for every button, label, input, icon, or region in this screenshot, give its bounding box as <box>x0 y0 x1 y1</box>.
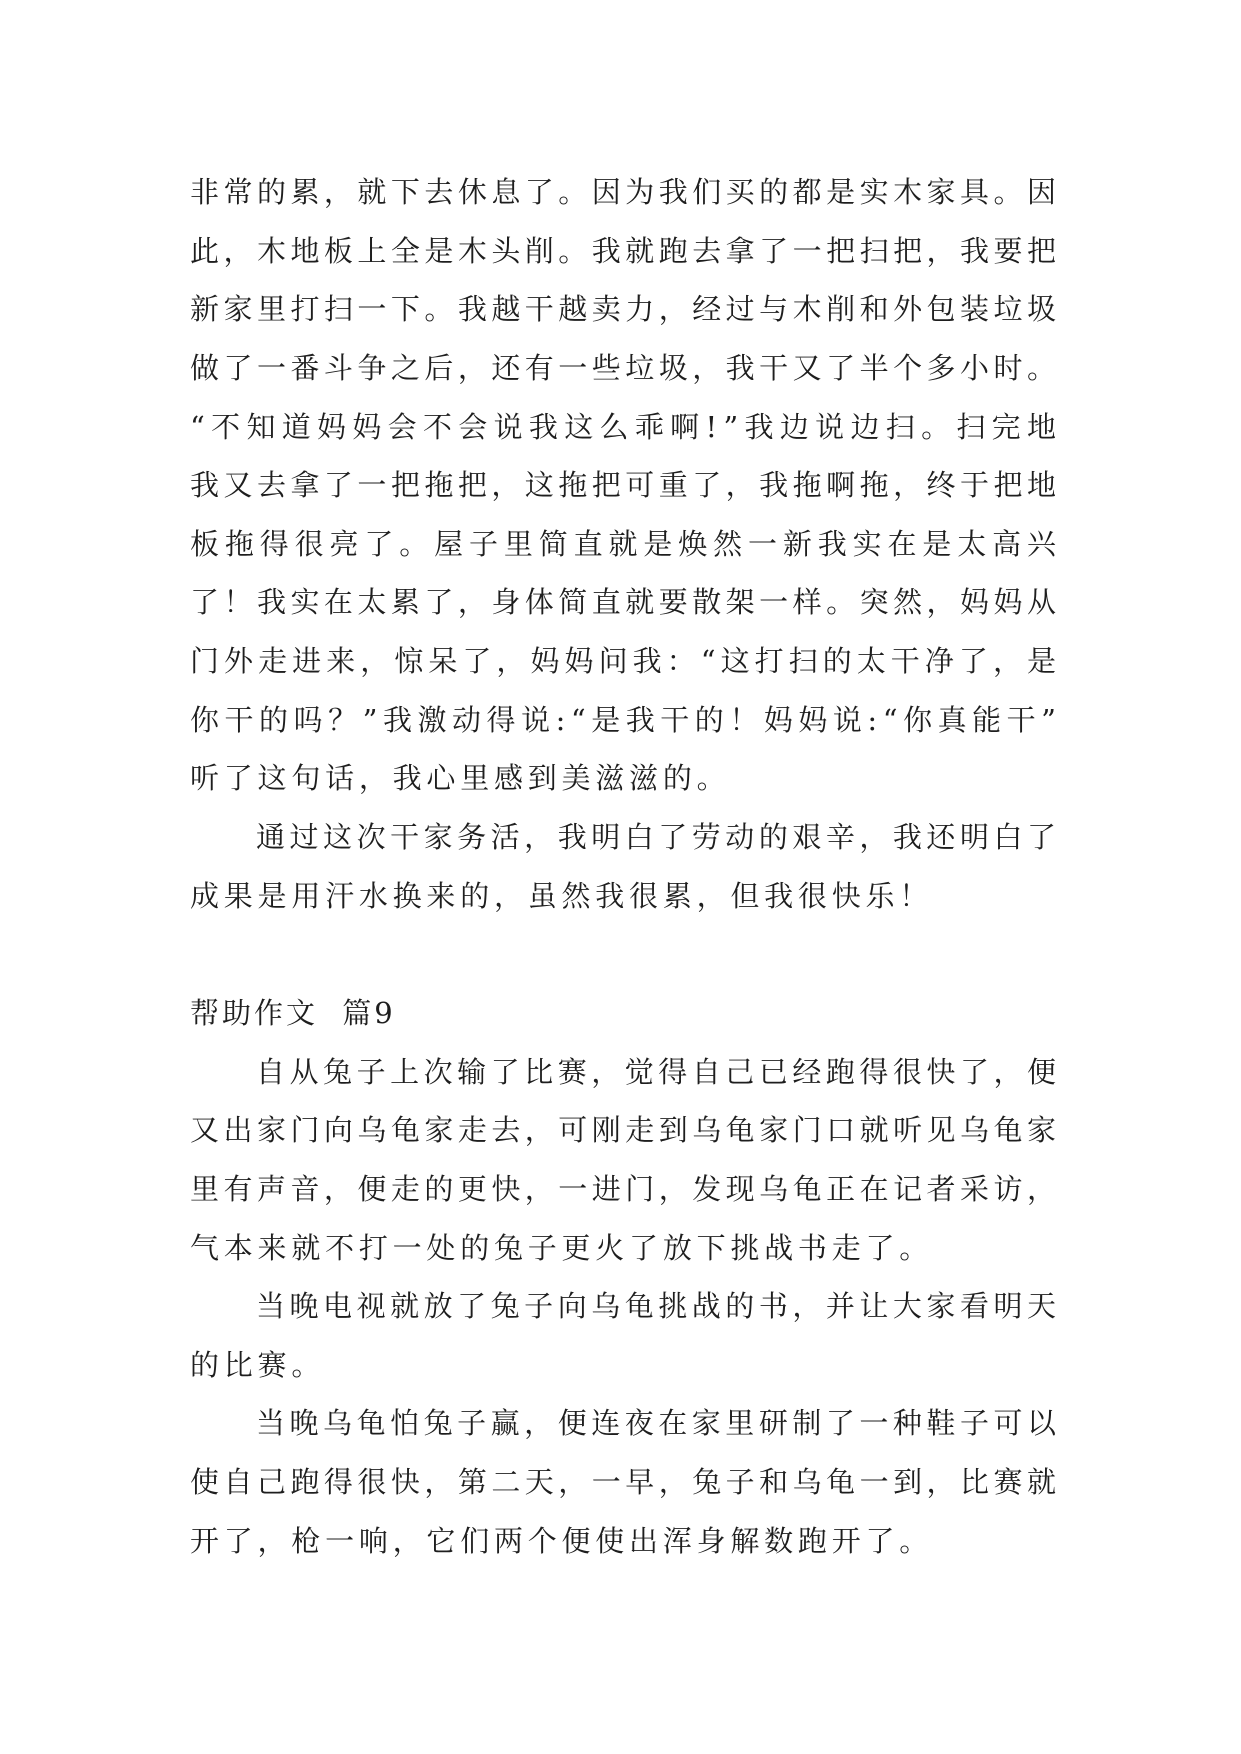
text-line <box>190 163 1061 222</box>
text-line-content: 此，木地板上全是木头削。我就跑去拿了一把扫把，我要把 <box>190 233 1061 268</box>
text-line-content: 我又去拿了一把拖把，这拖把可重了，我拖啊拖，终于把地 <box>190 468 1061 503</box>
section-heading: 帮助作文 篇9 <box>190 995 396 1030</box>
text-line-content: 自从兔子上次输了比赛，觉得自己已经跑得很快了，便 <box>256 1054 1061 1089</box>
text-line-content: 做了一番斗争之后，还有一些垃圾，我干又了半个多小时。 <box>190 350 1061 385</box>
text-line-content: 通过这次干家务活，我明白了劳动的艰辛，我还明白了 <box>256 820 1061 855</box>
text-line <box>190 1043 1061 1102</box>
document-body <box>190 163 1063 1570</box>
text-line <box>190 515 1062 574</box>
text-line <box>190 1512 1056 1571</box>
text-line-content: 气本来就不打一处的兔子更火了放下挑战书走了。 <box>190 1230 934 1265</box>
text-line <box>190 808 1061 867</box>
text-line <box>190 1277 1061 1336</box>
text-line <box>190 573 1061 632</box>
text-line-content: 当晚乌龟怕兔子赢，便连夜在家里研制了一种鞋子可以 <box>256 1406 1061 1441</box>
paragraph <box>190 163 1063 808</box>
text-line-content: 成果是用汗水换来的，虽然我很累，但我很快乐！ <box>190 878 934 913</box>
text-line-content: “不知道妈妈会不会说我这么乖啊!”我边说边扫。扫完地 <box>190 409 1063 444</box>
text-line-content: 里有声音，便走的更快，一进门，发现乌龟正在记者采访， <box>190 1171 1061 1206</box>
text-line-content: 使自己跑得很快，第二天，一早，兔子和乌龟一到，比赛就 <box>190 1465 1061 1500</box>
text-line-content: 门外走进来，惊呆了，妈妈问我：“这打扫的太干净了，是 <box>190 644 1062 679</box>
text-line <box>190 632 1062 691</box>
text-line <box>190 456 1061 515</box>
text-line-content: 新家里打扫一下。我越干越卖力，经过与木削和外包装垃圾 <box>190 292 1061 327</box>
text-line <box>190 280 1061 339</box>
text-line-content: 又出家门向乌龟家走去，可刚走到乌龟家门口就听见乌龟家 <box>190 1113 1061 1148</box>
text-line <box>190 1219 1056 1278</box>
text-line <box>190 1394 1061 1453</box>
text-line-content: 你干的吗？”我激动得说:“是我干的！妈妈说:“你真能干” <box>190 702 1062 737</box>
text-line-content: 了！我实在太累了，身体简直就要散架一样。突然，妈妈从 <box>190 585 1061 620</box>
paragraph <box>190 1277 1061 1394</box>
text-line <box>190 691 1062 750</box>
text-line <box>190 1101 1061 1160</box>
text-line-content: 的比赛。 <box>190 1347 326 1382</box>
text-line-content: 开了，枪一响，它们两个便使出浑身解数跑开了。 <box>190 1523 934 1558</box>
text-line <box>190 1453 1061 1512</box>
text-line-content: 当晚电视就放了兔子向乌龟挑战的书，并让大家看明天 <box>256 1289 1061 1324</box>
text-line <box>190 339 1061 398</box>
text-line-content: 板拖得很亮了。屋子里简直就是焕然一新我实在是太高兴 <box>190 526 1062 561</box>
paragraph <box>190 1043 1061 1278</box>
text-line <box>190 1336 1056 1395</box>
paragraph <box>190 1394 1061 1570</box>
text-line-content: 听了这句话，我心里感到美滋滋的。 <box>190 761 731 796</box>
text-line <box>190 867 1056 926</box>
text-line <box>190 1160 1061 1219</box>
text-line-content: 非常的累，就下去休息了。因为我们买的都是实木家具。因 <box>190 175 1061 209</box>
paragraph <box>190 808 1061 925</box>
text-line <box>190 222 1061 281</box>
text-line <box>190 749 1056 808</box>
blank-line <box>190 925 1056 984</box>
text-line <box>190 398 1063 457</box>
